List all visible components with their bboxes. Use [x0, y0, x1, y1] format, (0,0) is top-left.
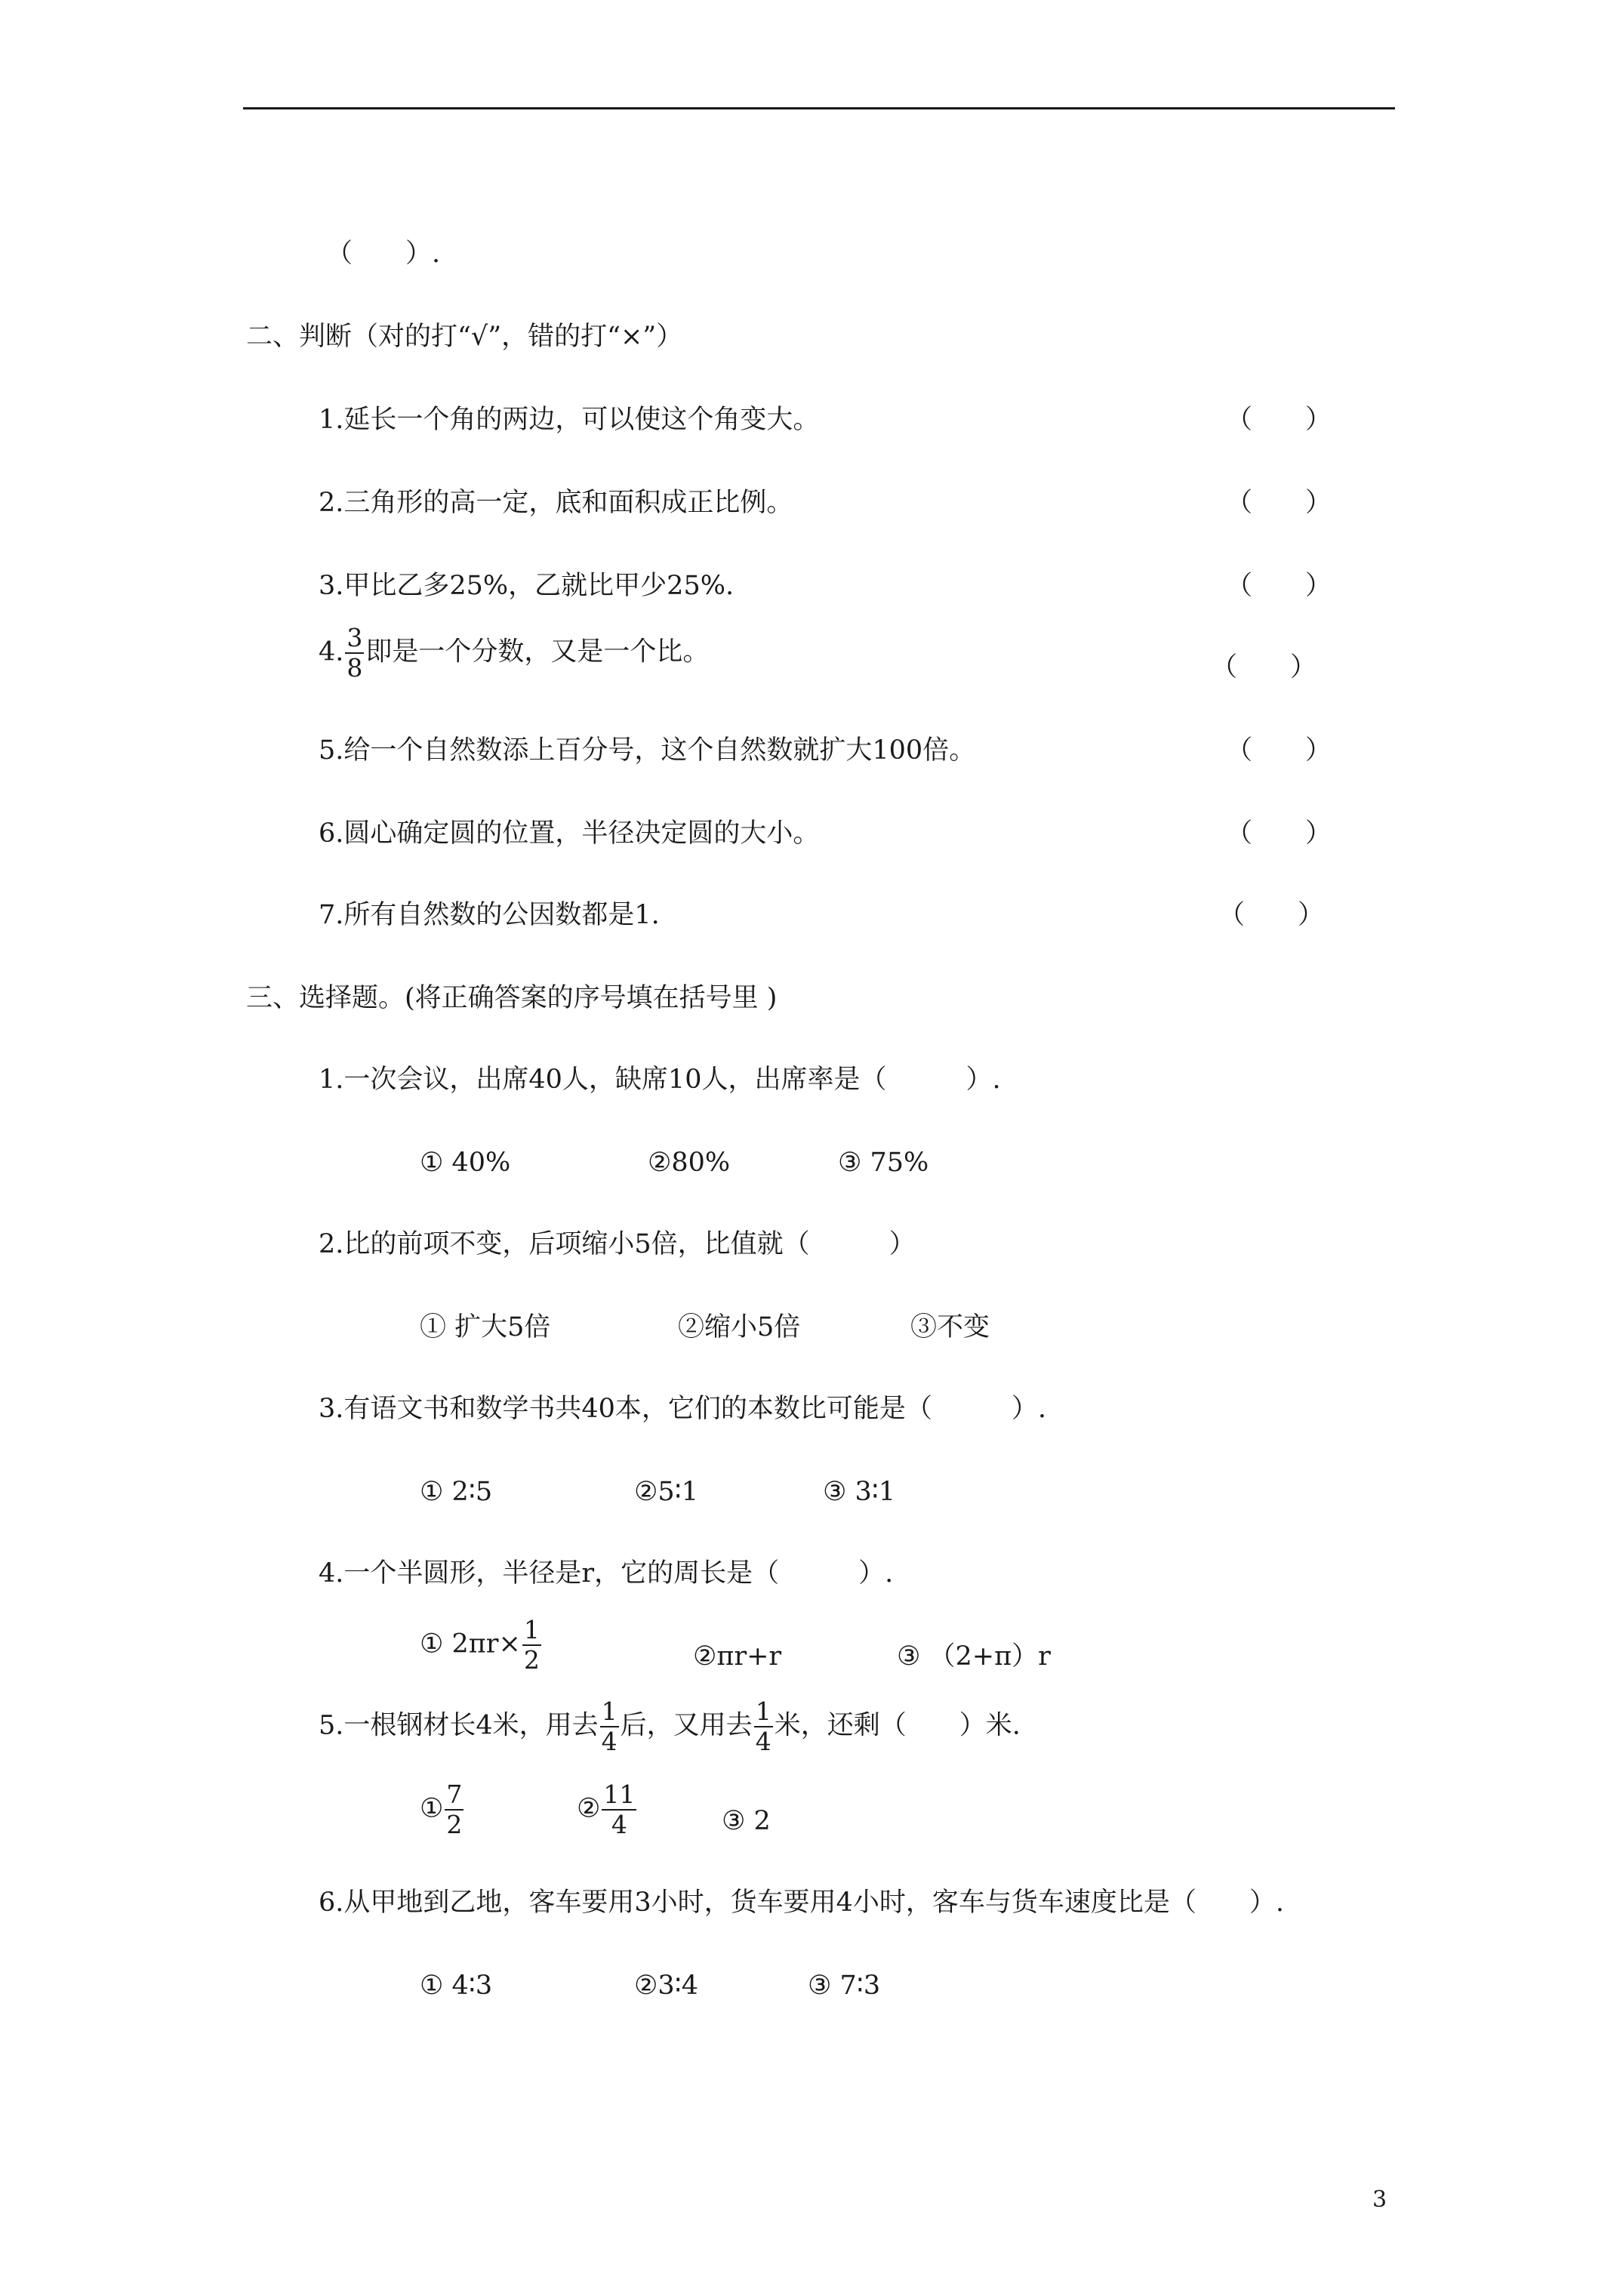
- judge-paren-5[interactable]: （ ）: [1226, 735, 1332, 766]
- q2-option-2[interactable]: ②缩小5倍: [678, 1312, 801, 1342]
- q5-option-1[interactable]: [420, 1780, 465, 1839]
- q5-option-2-marker: ②: [577, 1793, 601, 1824]
- page-number: 3: [1372, 2187, 1387, 2213]
- judge-paren-2[interactable]: （ ）: [1226, 488, 1332, 518]
- section3-title: 三、选择题。(将正确答案的序号填在括号里 ): [246, 983, 778, 1013]
- fraction-denominator: 4: [611, 1810, 627, 1839]
- q4-option-1[interactable]: [420, 1616, 543, 1675]
- q4-option-1-text: ① 2πr×: [420, 1629, 521, 1660]
- fraction-numerator: 1: [601, 1697, 617, 1726]
- judge-item-4-suffix: 即是一个分数，又是一个比。: [365, 636, 710, 667]
- judge-item-2: 2.三角形的高一定，底和面积成正比例。: [319, 488, 793, 518]
- q1-option-1[interactable]: ① 40%: [420, 1148, 511, 1178]
- choice-q5: [319, 1697, 1021, 1756]
- choice-q4: 4.一个半圆形，半径是r，它的周长是（ ）.: [319, 1558, 894, 1589]
- section2-title: 二、判断（对的打“√”，错的打“×”）: [246, 322, 683, 352]
- q5-text-pre: 5.一根钢材长4米，用去: [319, 1710, 599, 1741]
- fraction-numerator: 3: [346, 623, 363, 652]
- judge-item-5: 5.给一个自然数添上百分号，这个自然数就扩大100倍。: [319, 735, 976, 766]
- q5-text-post: 米，还剩（ ）米.: [774, 1710, 1021, 1741]
- fraction-denominator: 8: [346, 653, 363, 683]
- choice-q1: 1.一次会议，出席40人，缺席10人，出席率是（ ）.: [319, 1065, 1001, 1095]
- judge-item-7: 7.所有自然数的公因数都是1.: [319, 900, 660, 930]
- judge-paren-3[interactable]: （ ）: [1226, 571, 1332, 601]
- q3-option-1[interactable]: ① 2∶5: [420, 1477, 493, 1507]
- judge-item-3: 3.甲比乙多25%，乙就比甲少25%.: [319, 571, 735, 601]
- fraction-denominator: 2: [446, 1810, 463, 1839]
- judge-item-4-prefix: 4.: [319, 636, 344, 667]
- q6-option-1[interactable]: ① 4∶3: [420, 1971, 493, 2001]
- top-blank: （ ）.: [326, 239, 441, 269]
- fraction-7-2: [445, 1780, 463, 1839]
- judge-item-4: [319, 624, 709, 683]
- judge-paren-1[interactable]: （ ）: [1226, 405, 1332, 435]
- fraction-numerator: 1: [523, 1615, 540, 1644]
- choice-q6: 6.从甲地到乙地，客车要用3小时，货车要用4小时，客车与货车速度比是（ ）.: [319, 1888, 1285, 1918]
- fraction-3-8: [345, 624, 364, 683]
- judge-item-6: 6.圆心确定圆的位置，半径决定圆的大小。: [319, 818, 820, 849]
- judge-paren-4[interactable]: （ ）: [1211, 652, 1317, 683]
- q5-option-1-marker: ①: [420, 1793, 444, 1824]
- fraction-1-2: [522, 1616, 541, 1675]
- q5-text-mid: 后，又用去: [620, 1710, 753, 1741]
- q6-option-2[interactable]: ②3∶4: [634, 1971, 699, 2001]
- fraction-numerator: 11: [603, 1780, 636, 1809]
- q5-option-3[interactable]: ③ 2: [722, 1806, 771, 1836]
- fraction-11-4: [602, 1780, 636, 1839]
- q1-option-3[interactable]: ③ 75%: [838, 1148, 929, 1178]
- fraction-denominator: 2: [523, 1645, 540, 1675]
- q4-option-2[interactable]: ②πr+r: [693, 1641, 782, 1672]
- q6-option-3[interactable]: ③ 7∶3: [808, 1971, 881, 2001]
- q3-option-3[interactable]: ③ 3∶1: [823, 1477, 896, 1507]
- judge-paren-6[interactable]: （ ）: [1226, 818, 1332, 849]
- judge-item-1: 1.延长一个角的两边，可以使这个角变大。: [319, 405, 820, 435]
- header-rule: [243, 107, 1395, 109]
- fraction-numerator: 1: [755, 1697, 771, 1726]
- q3-option-2[interactable]: ②5∶1: [634, 1477, 699, 1507]
- q4-option-3[interactable]: ③ （2+π）r: [897, 1641, 1051, 1672]
- fraction-denominator: 4: [755, 1727, 771, 1756]
- choice-q3: 3.有语文书和数学书共40本，它们的本数比可能是（ ）.: [319, 1394, 1047, 1424]
- q5-option-2[interactable]: [577, 1780, 638, 1839]
- q2-option-3[interactable]: ③不变: [910, 1312, 990, 1342]
- fraction-1-4-b: [754, 1697, 773, 1756]
- choice-q2: 2.比的前项不变，后项缩小5倍，比值就（ ）: [319, 1229, 916, 1259]
- q2-option-1[interactable]: ① 扩大5倍: [420, 1312, 551, 1342]
- fraction-denominator: 4: [601, 1727, 617, 1756]
- fraction-numerator: 7: [446, 1780, 463, 1809]
- judge-paren-7[interactable]: （ ）: [1218, 900, 1325, 930]
- q1-option-2[interactable]: ②80%: [648, 1148, 731, 1178]
- fraction-1-4-a: [600, 1697, 619, 1756]
